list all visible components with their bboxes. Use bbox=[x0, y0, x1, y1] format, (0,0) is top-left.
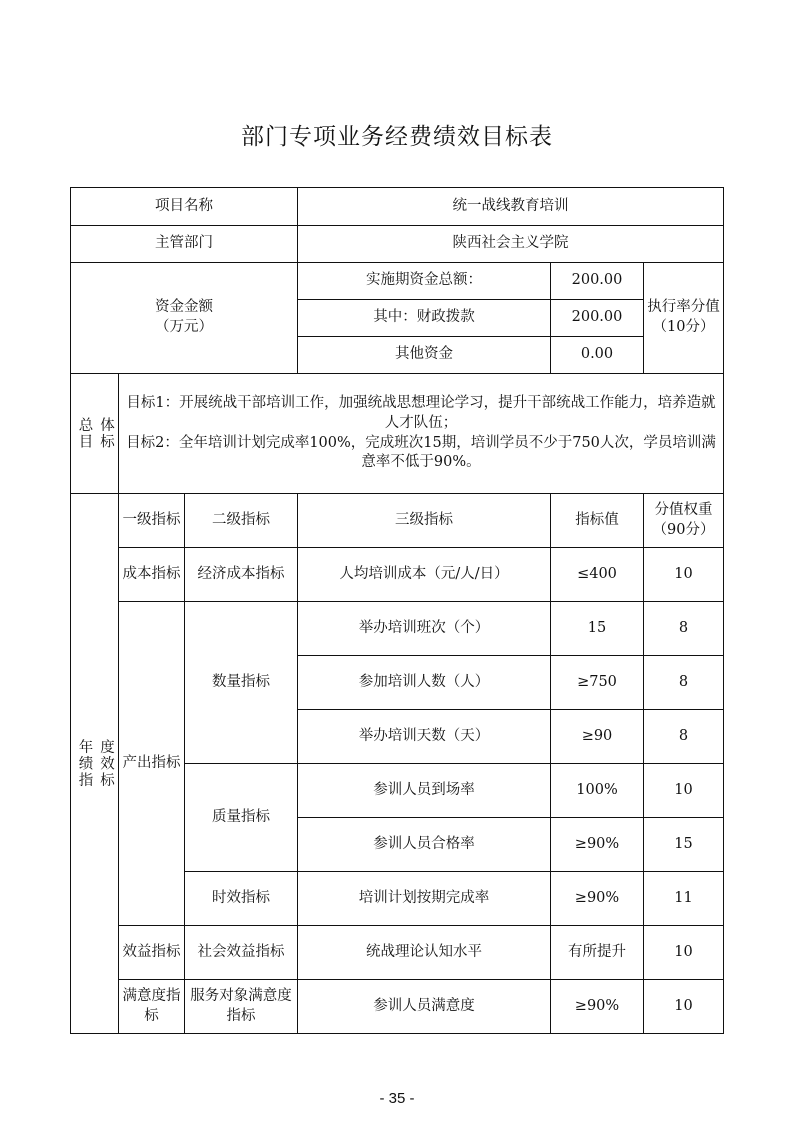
page-number: - 35 - bbox=[379, 1090, 415, 1107]
table-row-level3: 人均培训成本（元/人/日） bbox=[298, 548, 551, 602]
funds-label: 资金金额 bbox=[155, 299, 213, 316]
funds-fiscal-amount: 200.00 bbox=[551, 300, 644, 337]
page-title: 部门专项业务经费绩效目标表 bbox=[241, 124, 553, 150]
header-value: 指标值 bbox=[551, 494, 644, 548]
department-value: 陕西社会主义学院 bbox=[298, 226, 724, 263]
department-label: 主管部门 bbox=[71, 226, 298, 263]
level1-cost: 成本指标 bbox=[119, 548, 185, 602]
table-row-value: 有所提升 bbox=[551, 926, 644, 980]
performance-target-table bbox=[70, 187, 724, 1034]
goal-line-1: 目标1：开展统战干部培训工作，加强统战思想理论学习，提升干部统战工作能力，培养造就人才队伍； bbox=[126, 395, 716, 431]
annual-side-right: 度效标 bbox=[98, 738, 115, 789]
table-row-value: ≤400 bbox=[551, 548, 644, 602]
header-level1: 一级指标 bbox=[119, 494, 185, 548]
table-row-value: ≥90% bbox=[551, 818, 644, 872]
table-row-weight: 11 bbox=[644, 872, 724, 926]
table-row-value: ≥90 bbox=[551, 710, 644, 764]
level1-benefit: 效益指标 bbox=[119, 926, 185, 980]
table-row-level3: 统战理论认知水平 bbox=[298, 926, 551, 980]
table-row-value: 100% bbox=[551, 764, 644, 818]
level2-quantity: 数量指标 bbox=[185, 602, 298, 764]
table-row-level3: 参训人员满意度 bbox=[298, 980, 551, 1034]
funds-fiscal-label: 其中：财政拨款 bbox=[298, 300, 551, 337]
table-row-weight: 15 bbox=[644, 818, 724, 872]
table-row-weight: 10 bbox=[644, 926, 724, 980]
table-row-value: ≥90% bbox=[551, 872, 644, 926]
overall-goal-text bbox=[119, 374, 724, 494]
project-name-label: 项目名称 bbox=[71, 188, 298, 226]
table-row-weight: 8 bbox=[644, 602, 724, 656]
overall-goal-side-right: 体标 bbox=[98, 417, 115, 450]
level2-timeliness: 时效指标 bbox=[185, 872, 298, 926]
header-level2: 二级指标 bbox=[185, 494, 298, 548]
table-row-level3: 培训计划按期完成率 bbox=[298, 872, 551, 926]
exec-score-label: 执行率分值（10分） bbox=[644, 263, 724, 374]
header-level3: 三级指标 bbox=[298, 494, 551, 548]
level2-quality: 质量指标 bbox=[185, 764, 298, 872]
table-row-value: ≥750 bbox=[551, 656, 644, 710]
annual-indicator-side-label bbox=[71, 494, 119, 1034]
table-row-level3: 参加培训人数（人） bbox=[298, 656, 551, 710]
level2-service-satisfaction: 服务对象满意度指标 bbox=[185, 980, 298, 1034]
annual-side-left: 年绩指 bbox=[76, 738, 93, 789]
table-row-weight: 8 bbox=[644, 656, 724, 710]
table-row-weight: 10 bbox=[644, 548, 724, 602]
funds-total-amount: 200.00 bbox=[551, 263, 644, 300]
table-row-level3: 参训人员到场率 bbox=[298, 764, 551, 818]
level2-economic-cost: 经济成本指标 bbox=[185, 548, 298, 602]
table-row-weight: 10 bbox=[644, 980, 724, 1034]
table-row-weight: 8 bbox=[644, 710, 724, 764]
header-weight: 分值权重（90分） bbox=[644, 494, 724, 548]
funds-other-label: 其他资金 bbox=[298, 337, 551, 374]
overall-goal-side-label bbox=[71, 374, 119, 494]
level2-social-benefit: 社会效益指标 bbox=[185, 926, 298, 980]
level1-satisfaction: 满意度指标 bbox=[119, 980, 185, 1034]
goal-line-2: 目标2：全年培训计划完成率100%，完成班次15期，培训学员不少于750人次，学员培训满意率不低于90%。 bbox=[126, 434, 716, 471]
project-name-value: 统一战线教育培训 bbox=[298, 188, 724, 226]
table-row-level3: 举办培训班次（个） bbox=[298, 602, 551, 656]
funds-total-label: 实施期资金总额： bbox=[298, 263, 551, 300]
funds-other-amount: 0.00 bbox=[551, 337, 644, 374]
funds-label-cell bbox=[71, 263, 298, 374]
table-row-weight: 10 bbox=[644, 764, 724, 818]
table-row-level3: 参训人员合格率 bbox=[298, 818, 551, 872]
funds-unit: （万元） bbox=[155, 319, 213, 335]
level1-output: 产出指标 bbox=[119, 602, 185, 926]
table-row-value: ≥90% bbox=[551, 980, 644, 1034]
table-row-value: 15 bbox=[551, 602, 644, 656]
overall-goal-side-left: 总目 bbox=[76, 417, 93, 450]
table-row-level3: 举办培训天数（天） bbox=[298, 710, 551, 764]
